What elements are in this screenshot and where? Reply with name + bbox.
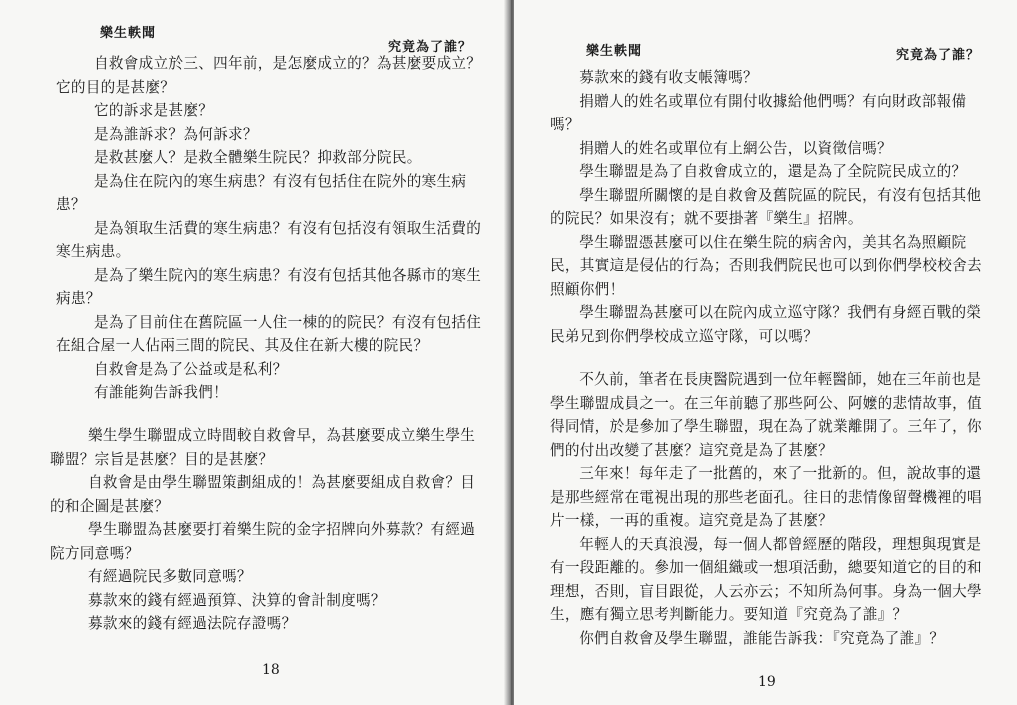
paragraph: 不久前，筆者在長庚醫院遇到一位年輕醫師，她在三年前也是學生聯盟成員之一。在三年前聽了那些阿公、阿嬤的悲情故事，值得同情，於是參加了學生聯盟，現在為了就業離開了。三年了，你們的付出改變了甚麼？這究竟是為了甚麼？ xyxy=(550,371,982,459)
running-header-chapter: 究竟為了誰？ xyxy=(388,40,473,55)
paragraph: 是救甚麼人？是救全體樂生院民？抑救部分院民。 xyxy=(93,149,422,166)
paragraph: 是為了目前住在舊院區一人住一棟的的院民？有沒有包括住在組合屋一人佔兩三間的院民、其及住在新大樓的院民？ xyxy=(56,313,482,354)
paragraph: 你們自救會及學生聯盟，誰能告訴我：『究竟為了誰』？ xyxy=(579,629,945,647)
paragraph: 是為領取生活費的寒生病患？有沒有包括沒有領取生活費的寒生病患。 xyxy=(56,219,482,260)
page-number: 19 xyxy=(758,674,776,690)
page-number: 18 xyxy=(262,662,280,678)
paragraph: 學生聯盟是為了自救會成立的，還是為了全院院民成立的？ xyxy=(579,163,967,180)
paragraph: 募款來的錢有經過預算、決算的會計制度嗎？ xyxy=(87,591,386,609)
running-header-title: 樂生軼聞 xyxy=(586,44,643,59)
paragraph: 學生聯盟所關懷的是自救會及舊院區的院民，有沒有包括其他的院民？如果沒有；就不要掛著『樂生』招牌。 xyxy=(550,186,982,227)
left-text-block-1 xyxy=(56,52,496,405)
paragraph: 學生聯盟憑甚麼可以住在樂生院的病舍內，美其名為照顧院民，其實這是侵佔的行為；否則我們院民也可以到你們學校校舍去照顧你們！ xyxy=(550,233,982,298)
paragraph: 捐贈人的姓名或單位有上網公告，以資徵信嗎？ xyxy=(579,139,892,157)
paragraph: 學生聯盟為甚麼要打着樂生院的金字招牌向外募款？有經過院方同意嗎？ xyxy=(50,521,476,562)
paragraph: 樂生學生聯盟成立時間較自救會早，為甚麼要成立樂生學生聯盟？宗旨是甚麼？目的是甚麼？ xyxy=(50,427,476,468)
paragraph: 是為了樂生院內的寒生病患？有沒有包括其他各縣市的寒生病患？ xyxy=(56,266,482,307)
paragraph: 學生聯盟為甚麼可以在院內成立巡守隊？我們有身經百戰的榮民弟兄到你們學校成立巡守隊，可以嗎？ xyxy=(550,304,982,345)
left-page xyxy=(0,0,508,705)
paragraph: 有經過院民多數同意嗎？ xyxy=(87,568,252,585)
paragraph: 募款來的錢有經過法院存證嗎？ xyxy=(87,615,297,632)
left-text-block-2 xyxy=(50,424,490,636)
running-header-title: 樂生軼聞 xyxy=(100,26,157,41)
paragraph: 自救會是為了公益或是私利？ xyxy=(93,360,288,378)
paragraph: 自救會成立於三、四年前，是怎麼成立的？為甚麼要成立？它的目的是甚麼？ xyxy=(56,55,482,96)
paragraph: 是為住在院內的寒生病患？有沒有包括住在院外的寒生病患？ xyxy=(56,172,467,213)
right-page xyxy=(514,0,1017,705)
paragraph: 募款來的錢有收支帳簿嗎？ xyxy=(579,69,758,86)
running-header-chapter: 究竟為了誰？ xyxy=(896,48,981,63)
paragraph: 有誰能夠告訴我們！ xyxy=(93,384,228,401)
paragraph: 三年來！每年走了一批舊的，來了一批新的。但，說故事的還是那些經常在電視出現的那些老面孔。往日的悲情像留聲機裡的唱片一樣，一再的重複。這究竟是為了甚麼？ xyxy=(550,465,982,529)
paragraph: 它的訴求是甚麼？ xyxy=(93,102,214,119)
right-text-block-1 xyxy=(550,66,988,348)
paragraph: 是為誰訴求？為何訴求？ xyxy=(93,125,258,143)
paragraph: 年輕人的天真浪漫，每一個人都曾經歷的階段，理想與現實是有一段距離的。參加一個組織或一想項活動，總要知道它的目的和理想，否則，盲目跟從，人云亦云；不知所為何事。身為一個大學生，應有獨立思考判斷能力。要知道『究竟為了誰』？ xyxy=(550,535,982,623)
right-text-block-2 xyxy=(550,368,988,650)
paragraph: 自救會是由學生聯盟策劃組成的！為甚麼要組成自救會？目的和企圖是甚麼？ xyxy=(50,474,476,515)
paragraph: 捐贈人的姓名或單位有開付收據給他們嗎？有向財政部報備嗎？ xyxy=(550,92,967,133)
